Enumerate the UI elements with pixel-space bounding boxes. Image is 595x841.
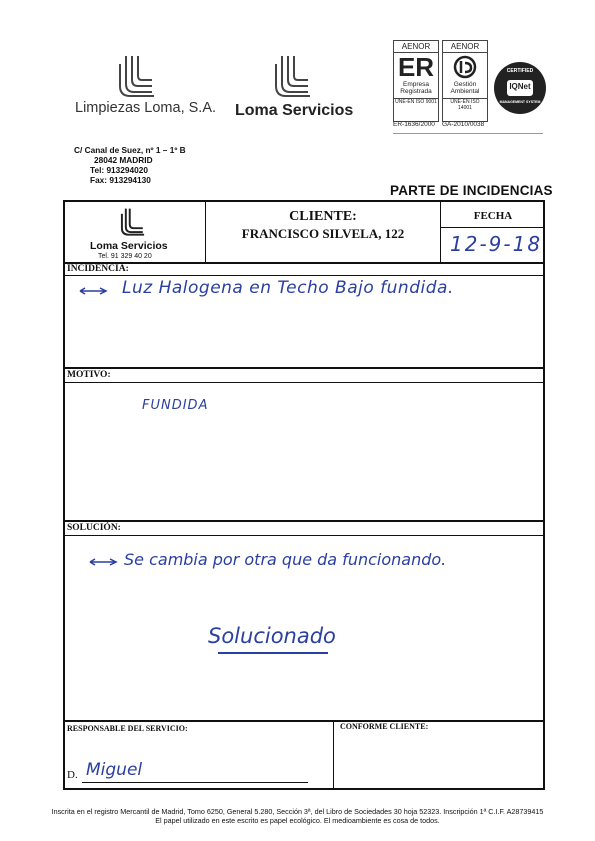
form-logo-icon (116, 206, 150, 236)
firma-top (63, 720, 545, 722)
form-title: PARTE DE INCIDENCIAS (390, 183, 553, 198)
firma-prefix: D. (67, 769, 78, 781)
er-code: ER-1636/2000 (393, 121, 435, 128)
company-name-left: Limpiezas Loma, S.A. (75, 100, 217, 116)
motivo-top (63, 367, 545, 369)
arrow-icon (78, 286, 108, 296)
motivo-text: FUNDIDA (142, 398, 209, 413)
er-caption-1: Empresa (402, 81, 429, 88)
ga-mark (443, 53, 487, 81)
incidencia-label: INCIDENCIA: (67, 264, 129, 274)
solucion-underline (218, 652, 328, 654)
er-caption-2: Registrada (400, 88, 432, 95)
address-line-4: Fax: 913294130 (90, 175, 151, 185)
solucion-label: SOLUCIÓN: (67, 523, 121, 533)
er-standard: UNE-EN ISO 9001 (395, 99, 437, 105)
responsable-label: RESPONSABLE DEL SERVICIO: (67, 724, 188, 733)
firma-divider (333, 720, 334, 790)
iqnet-ring-top: CERTIFIED (506, 68, 534, 74)
solucion-rule (63, 535, 545, 536)
address-line-2: 28042 MADRID (94, 155, 153, 165)
aenor-er-header: AENOR (394, 41, 438, 53)
footer (0, 807, 595, 825)
header-rule (393, 133, 543, 134)
cliente-value: FRANCISCO SILVELA, 122 (241, 226, 405, 241)
incidencia-rule (63, 275, 545, 276)
ga-leaf-icon (453, 55, 477, 79)
er-mark: ER (397, 52, 435, 82)
arrow-icon-2 (88, 557, 118, 567)
firma-name: Miguel (86, 760, 143, 780)
loma-servicios-logo-icon (268, 52, 318, 98)
aenor-ga-header: AENOR (443, 41, 487, 53)
ga-standard: UNE-EN ISO 14001 (443, 98, 487, 111)
ga-caption-2: Ambiental (450, 88, 480, 95)
incidencia-text: Luz Halogena en Techo Bajo fundida. (122, 278, 454, 298)
motivo-label: MOTIVO: (67, 370, 111, 380)
footer-line-2: El papel utilizado en este escrito es papel ecológico. El medioambiente es cosa de todos. (155, 816, 440, 825)
form-logo-name: Loma Servicios (90, 240, 168, 252)
address-line-3: Tel: 913294020 (90, 165, 148, 175)
ga-code: GA-2010/0038 (442, 121, 485, 128)
solucion-text: Se cambia por otra que da funcionando. (124, 550, 447, 569)
fecha-divider (441, 227, 545, 228)
iqnet-ring-bottom: MANAGEMENT SYSTEM (499, 100, 541, 104)
aenor-er-badge (393, 40, 439, 122)
limpiezas-loma-logo-icon (112, 52, 162, 98)
firma-line (82, 782, 308, 783)
aenor-ga-badge (442, 40, 488, 122)
cliente-label: CLIENTE: (289, 209, 357, 224)
fecha-label: FECHA (473, 210, 513, 222)
fecha-value: 12-9-18 (450, 232, 543, 256)
company-name-right: Loma Servicios (235, 102, 354, 119)
solucion-top (63, 520, 545, 522)
footer-line-1: Inscrita en el registro Mercantil de Madrid, Tomo 6250, General 5.280, Sección 3ª, del Libro de Sociedades 30 hoja 52323. Inscripción 1ª C.I.F. A28739415 (51, 807, 544, 816)
address-line-1: C/ Canal de Suez, nº 1 – 1º B (74, 145, 186, 155)
iqnet-brand: IQNet (509, 82, 531, 91)
address-block (74, 145, 186, 185)
header-bottom (63, 262, 545, 264)
conforme-label: CONFORME CLIENTE: (340, 722, 429, 731)
motivo-rule (63, 382, 545, 383)
ga-caption-1: Gestión (453, 81, 477, 88)
solucion-text-2: Solucionado (208, 624, 336, 648)
form-logo-tel: Tel. 91 329 40 20 (98, 253, 152, 260)
